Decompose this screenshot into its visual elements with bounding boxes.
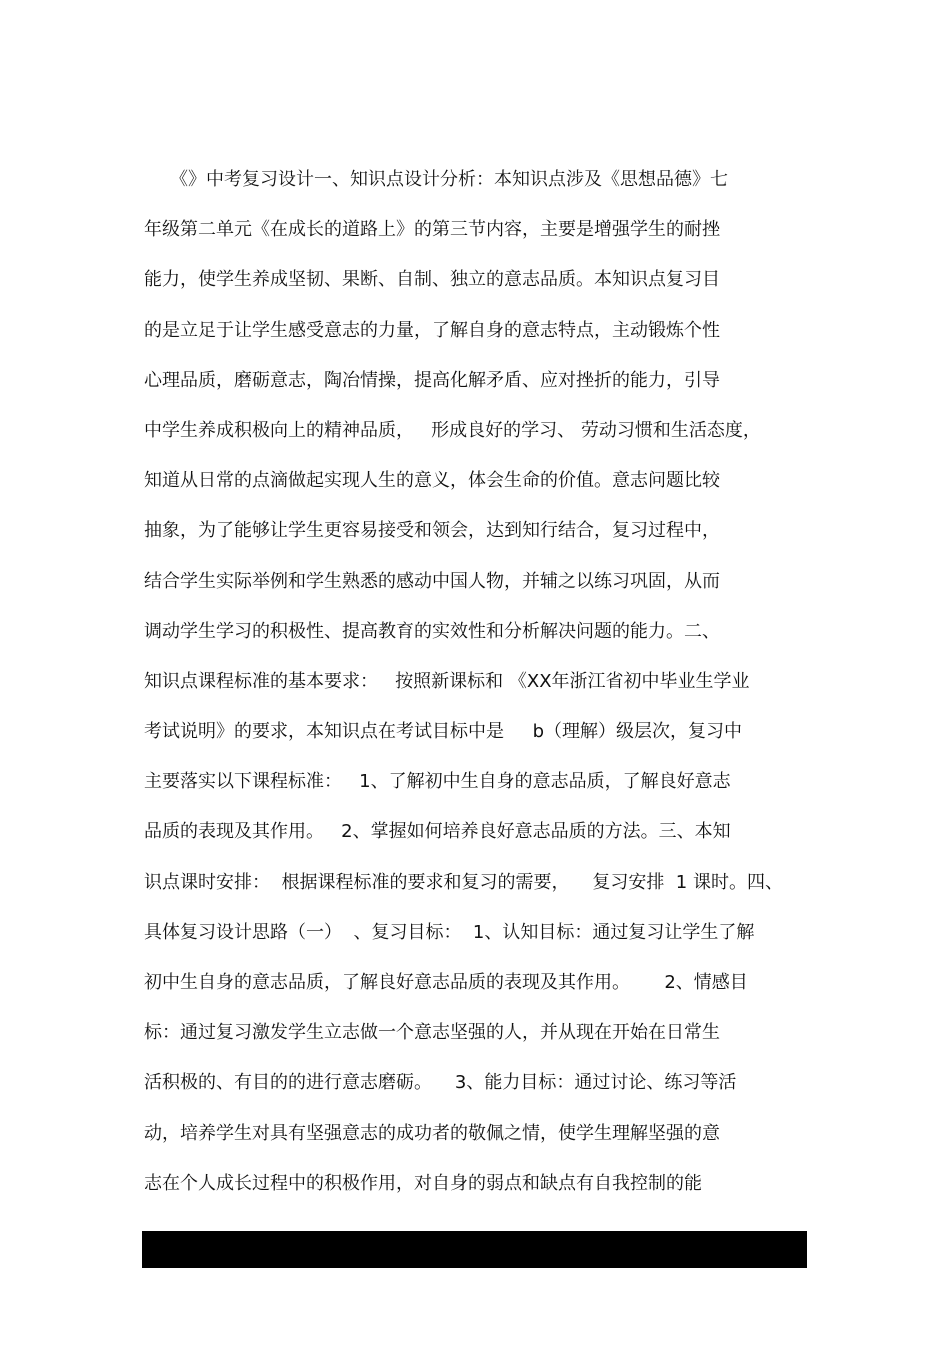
- text-line: 活积极的、有目的的进行意志磨砺。 3、能力目标：通过讨论、练习等活: [144, 1072, 737, 1094]
- text-line: 知道从日常的点滴做起实现人生的意义，体会生命的价值。意志问题比较: [144, 470, 720, 492]
- text-line: 动，培养学生对具有坚强意志的成功者的敬佩之情，使学生理解坚强的意: [144, 1122, 720, 1144]
- text-line: 具体复习设计思路（一） 、复习目标： 1、认知目标：通过复习让学生了解: [144, 921, 755, 943]
- text-line: 志在个人成长过程中的积极作用，对自身的弱点和缺点有自我控制的能: [144, 1172, 702, 1194]
- text-line: 中学生养成积极向上的精神品质， 形成良好的学习、 劳动习惯和生活态度，: [144, 419, 761, 441]
- text-line: 结合学生实际举例和学生熟悉的感动中国人物，并辅之以练习巩固，从而: [144, 570, 720, 592]
- text-line: 能力，使学生养成坚韧、果断、自制、独立的意志品质。本知识点复习目: [144, 269, 720, 291]
- text-line: 的是立足于让学生感受意志的力量，了解自身的意志特点，主动锻炼个性: [144, 319, 720, 341]
- document-body: [144, 165, 824, 1219]
- text-line: 抽象，为了能够让学生更容易接受和领会，达到知行结合，复习过程中，: [144, 520, 720, 542]
- text-line: 初中生自身的意志品质，了解良好意志品质的表现及其作用。 2、情感目: [144, 972, 748, 993]
- text-line: 主要落实以下课程标准： 1、了解初中生自身的意志品质，了解良好意志: [144, 771, 731, 793]
- text-line: 心理品质，磨砺意志，陶冶情操，提高化解矛盾、应对挫折的能力，引导: [144, 369, 720, 391]
- text-line: 调动学生学习的积极性、提高教育的实效性和分析解决问题的能力。二、: [144, 620, 720, 642]
- text-line: 识点课时安排： 根据课程标准的要求和复习的需要， 复习安排 1 课时。四、: [144, 871, 783, 893]
- text-line: 《》中考复习设计一、知识点设计分析：本知识点涉及《思想品德》七: [170, 169, 728, 190]
- text-line: 考试说明》的要求，本知识点在考试目标中是 b（理解）级层次，复习中: [144, 721, 743, 743]
- text-line: 品质的表现及其作用。 2、掌握如何培养良好意志品质的方法。三、本知: [144, 821, 731, 843]
- text-line: 标：通过复习激发学生立志做一个意志坚强的人，并从现在开始在日常生: [144, 1022, 720, 1044]
- text-line: 年级第二单元《在成长的道路上》的第三节内容，主要是增强学生的耐挫: [144, 219, 720, 241]
- footer-bar: [142, 1231, 807, 1268]
- text-line: 知识点课程标准的基本要求： 按照新课标和 《XX年浙江省初中毕业生学业: [144, 670, 750, 692]
